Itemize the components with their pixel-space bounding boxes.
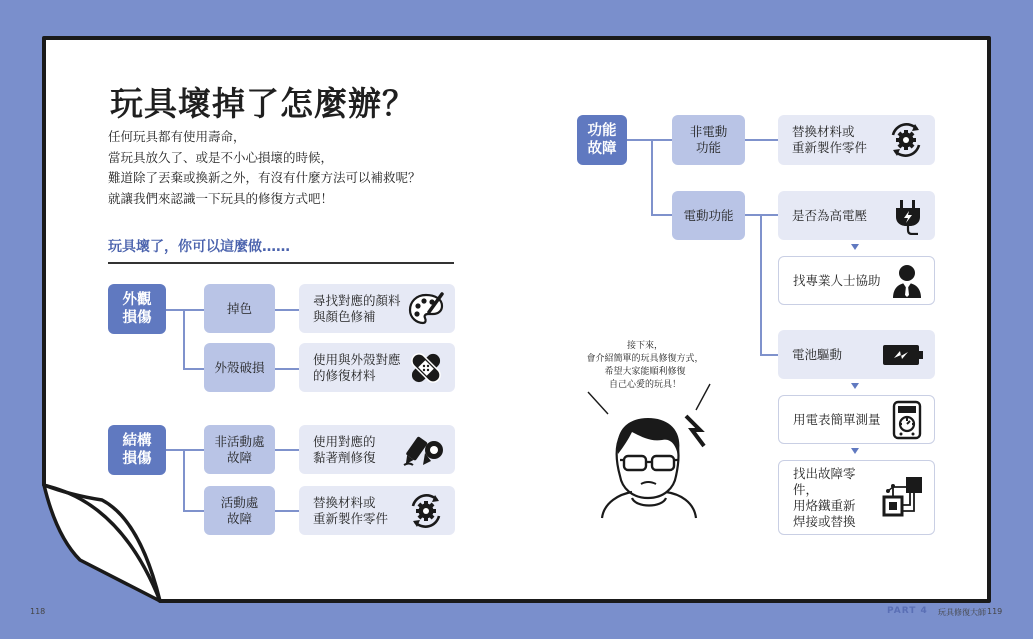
check-high-voltage: 是否為高電壓 [778,191,935,240]
issue-static-part-failure: 非活動處 故障 [204,425,275,474]
connector [183,510,205,512]
issue-color-fading: 掉色 [204,284,275,333]
seek-expert-help: 找專業人士協助 [778,256,935,305]
connector [165,449,205,451]
expert-person-icon [890,262,924,300]
flow-arrow [851,383,859,389]
battery-driven: 電池驅動 [778,330,935,379]
divider [108,262,454,264]
connector [165,309,205,311]
connector [651,214,672,216]
fix-repaint: 尋找對應的顏料 與顏色修補 [299,284,455,333]
solder-or-replace-part: 找出故障零件， 用烙鐵重新 焊接或替換 [778,460,935,535]
category-structural-damage: 結構 損傷 [108,425,166,475]
issue-non-electric-function: 非電動 功能 [672,115,745,165]
plug-icon [891,197,925,235]
battery-icon [881,340,925,370]
connector [274,368,300,370]
multimeter-icon [890,400,924,440]
connector [274,309,300,311]
category-function-failure: 功能 故障 [577,115,627,165]
fix-replace-part-right: 替換材料或 重新製作零件 [778,115,935,165]
speech-text: 接下來， 會介紹簡單的玩具修復方式， 希望大家能順利修復 自己心愛的玩具！ [586,341,704,390]
fix-replace-part: 替換材料或 重新製作零件 [299,486,455,535]
intro-text: 任何玩具都有使用壽命， 當玩具放久了、或是不小心損壞的時候， 難道除了丟棄或換新之外，有沒有什麼方法可以補救呢？ 就讓我們來認識一下玩具的修復方式吧！ [108,129,421,206]
connector [183,449,185,511]
right-page-number: 119 [987,607,1003,616]
measure-with-meter: 用電表簡單測量 [778,395,935,444]
fix-shell-repair: 使用與外殼對應 的修復材料 [299,343,455,392]
connector [183,368,205,370]
connector [274,510,300,512]
issue-shell-broken: 外殼破損 [204,343,275,392]
connector [183,309,185,369]
page-title: 玩具壞掉了怎麼辦？ [110,84,416,123]
connector [760,214,762,355]
connector [651,139,653,215]
connector [274,449,300,451]
character-illustration [580,380,720,520]
section-label: 玩具修復大師 [938,608,986,617]
gear-cycle-icon [407,492,445,530]
issue-moving-part-failure: 活動處 故障 [204,486,275,535]
fix-adhesive: 使用對應的 黏著劑修復 [299,425,455,474]
gear-cycle-icon [887,121,925,159]
connector [744,139,779,141]
connector [626,139,672,141]
issue-electric-function: 電動功能 [672,191,745,240]
category-appearance-damage: 外觀 損傷 [108,284,166,334]
circuit-chip-icon [880,475,924,521]
flow-arrow [851,448,859,454]
glue-tape-icon [401,431,445,469]
part-label: PART 4 [887,606,928,616]
connector [760,354,779,356]
left-page-number: 118 [30,607,46,616]
palette-icon [407,290,445,328]
flow-arrow [851,244,859,250]
bandage-icon [407,349,445,387]
section-subheading: 玩具壞了，你可以這麼做…… [108,239,290,255]
